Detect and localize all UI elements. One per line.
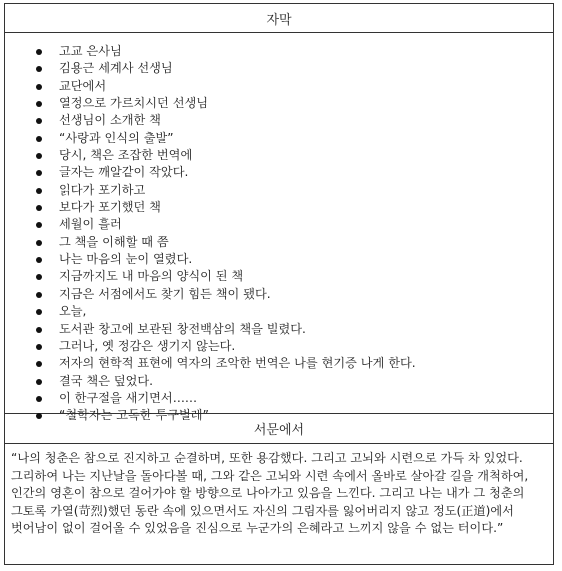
caption-item: 지금은 서점에서도 찾기 힘든 책이 됐다. [5,286,553,303]
caption-item: 열정으로 가르치시던 선생님 [5,95,553,112]
caption-item: 보다가 포기했던 책 [5,199,553,216]
caption-item: 당시, 책은 조잡한 번역에 [5,147,553,164]
preface-text-cell [5,444,553,538]
preface-text: “나의 청춘은 참으로 진지하고 순결하며, 또한 용감했다. 그리고 고뇌와 시련으로 가득 차 있었다. 그리하여 나는 지난날을 돌아다볼 때, 그와 같은 고뇌와 시련 속에서 올바로 살아갈 길을 개척하여, 인간의 영혼이 참으로 걸어가야 할 방향으로 나아가고 있음을 느낀다. 그리고 나는 내가 그 청춘의 그토록 가열(苛烈)했던 동란 속에 있으면서도 자신의 그림자를 잃어버리지 않고 정도(正道)에서 벗어남이 없이 걸어올 수 있었음을 진심으로 누군가의 은혜라고 느끼지 않을 수 없는 터이다.” [11,451,529,536]
caption-list [5,43,553,425]
caption-item: 지금까지도 내 마음의 양식이 된 책 [5,268,553,285]
caption-item: 저자의 현학적 표현에 역자의 조악한 번역은 나를 현기증 나게 한다. [5,355,553,372]
caption-item: 도서관 창고에 보관된 창전백삼의 책을 빌렸다. [5,321,553,338]
caption-list-cell [5,33,553,423]
caption-item: 나는 마음의 눈이 열렸다. [5,251,553,268]
caption-item: “사랑과 인식의 출발” [5,130,553,147]
caption-item: “철학자는 고독한 투구벌레” [5,407,553,424]
caption-item: 교단에서 [5,78,553,95]
caption-item: 세월이 흘러 [5,216,553,233]
document-table [4,3,554,565]
caption-item: 글자는 깨알같이 작았다. [5,164,553,181]
preface-header: 서문에서 [253,423,305,438]
caption-item: 그 책을 이해할 때 쯤 [5,234,553,251]
caption-header: 자막 [266,12,292,28]
caption-item: 이 한구절을 새기면서…… [5,390,553,407]
caption-header-cell [5,4,553,33]
caption-item: 결국 책은 덮었다. [5,373,553,390]
caption-item: 오늘, [5,303,553,320]
caption-item: 선생님이 소개한 책 [5,112,553,129]
caption-item: 김용근 세계사 선생님 [5,60,553,77]
caption-item: 읽다가 포기하고 [5,182,553,199]
caption-item: 그러나, 옛 정감은 생기지 않는다. [5,338,553,355]
caption-item: 고교 은사님 [5,43,553,60]
